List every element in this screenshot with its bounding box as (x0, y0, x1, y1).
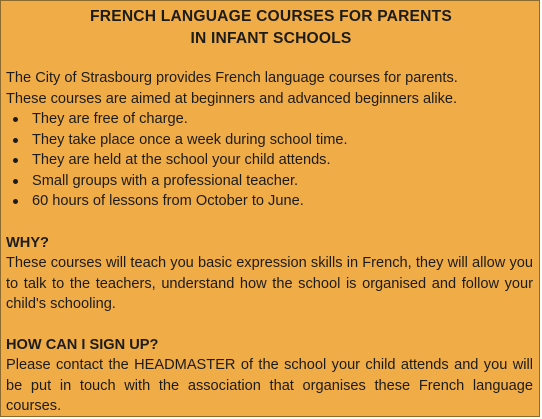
signup-heading: HOW CAN I SIGN UP? (6, 337, 159, 353)
list-item-text: 60 hours of lessons from October to June. (32, 193, 304, 210)
bullet-icon (13, 199, 18, 204)
bullet-icon (13, 179, 18, 184)
bullet-icon (13, 138, 18, 143)
list-item (1, 109, 348, 130)
list-item-text: They are held at the school your child attends. (32, 152, 331, 169)
list-item (1, 150, 348, 171)
why-heading: WHY? (6, 235, 49, 251)
list-item-text: Small groups with a professional teacher. (32, 172, 299, 189)
bullet-icon (13, 158, 18, 163)
list-item (1, 191, 348, 212)
list-item-text: They take place once a week during school time. (32, 131, 348, 148)
signup-body: Please contact the HEADMASTER of the school your child attends and you will be put in touch with the association that organises these French language courses. (6, 357, 533, 415)
list-item (1, 130, 348, 151)
bullet-icon (13, 117, 18, 122)
features-list (1, 109, 348, 212)
title-line-1: FRENCH LANGUAGE COURSES FOR PARENTS (90, 8, 452, 25)
why-body: These courses will teach you basic expression skills in French, they will allow you to talk to the teachers, understand how the school is organised and follow your child's schooling. (6, 255, 533, 313)
title-line-2: IN INFANT SCHOOLS (190, 30, 352, 47)
list-item-text: They are free of charge. (32, 111, 188, 127)
list-item (1, 171, 348, 192)
intro-line-2: These courses are aimed at beginners and advanced beginners alike. (6, 91, 458, 107)
intro-line-1: The City of Strasbourg provides French language courses for parents. (6, 70, 458, 86)
